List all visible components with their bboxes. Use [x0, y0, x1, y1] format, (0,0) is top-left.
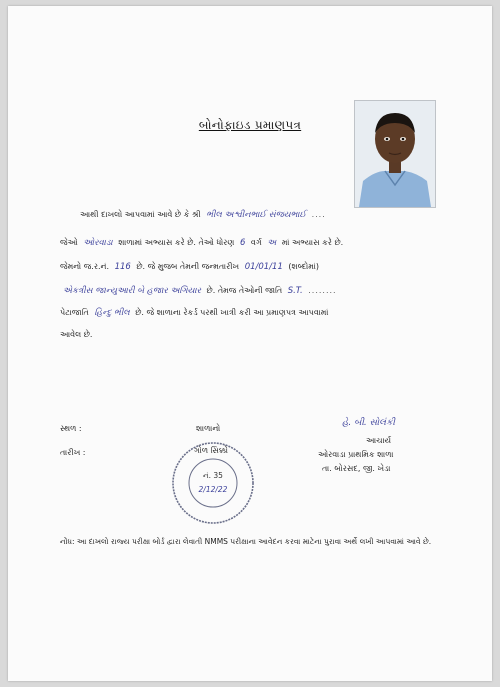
- dotted-fill: ....: [311, 210, 326, 219]
- seal-number: નં. 35: [203, 471, 223, 480]
- body-line-2: [60, 236, 343, 250]
- seal-date: 2/12/22: [198, 485, 228, 494]
- birth-date-words-field: એકત્રીસ જાન્યુઆરી બે હજાર અગિયાર: [63, 286, 201, 296]
- body-text: આવેલ છે.: [60, 330, 93, 339]
- body-line-5: [60, 306, 328, 320]
- body-text: વર્ગ: [250, 238, 262, 247]
- body-line-4: [60, 284, 337, 298]
- body-line-1: [80, 208, 326, 222]
- school-seal: [170, 440, 256, 526]
- school-name-field: ઓરવાડા: [83, 238, 113, 248]
- body-text: છે. તેમજ તેઓની જાતિ: [206, 286, 283, 295]
- caste-field: S.T.: [287, 286, 303, 296]
- body-line-6: [60, 328, 92, 342]
- body-text: (શબ્દોમાં): [288, 262, 320, 271]
- seal-label: ગોળ સિક્કો: [194, 446, 228, 455]
- school-address: તા. બોરસદ, જી. ખેડા: [322, 464, 391, 473]
- footnote: નોંધ: આ દાખલો રાજ્ય પરીક્ષા બોર્ડ દ્વારા લેવાતી NMMS પરીક્ષાના આવેદન કરવા માટેના પુરાવા અર્થે લખી આપવામાં આવે છે.: [60, 537, 432, 546]
- body-text: જેમનો જ.ર.નં.: [60, 262, 110, 271]
- date-label: તારીખ :: [60, 448, 86, 457]
- body-text: પેટાજાતિ: [60, 308, 89, 317]
- body-text: જેઓ: [60, 238, 78, 247]
- division-field: અ: [267, 238, 277, 248]
- school-stamp-label: શાળાનો: [196, 424, 221, 433]
- principal-title: આચાર્ય: [366, 436, 392, 445]
- certificate-title: બોનોફાઇડ પ્રમાણપત્ર: [198, 118, 302, 132]
- body-line-3: [60, 260, 319, 274]
- body-text: શાળામાં અભ્યાસ કરે છે. તેઓ ધોરણ: [118, 238, 235, 247]
- body-text: છે. જે મુજબ તેમની જન્મતારીખ: [136, 262, 240, 271]
- body-text: માં અભ્યાસ કરે છે.: [281, 238, 344, 247]
- body-text: છે. જે શાળાના રેકર્ડ પરથી ખાત્રી કરી આ પ્રમાણપત્ર આપવામાં: [135, 308, 329, 317]
- principal-signature: હે. બી. સોલંકી: [342, 418, 395, 428]
- gr-number-field: 116: [114, 262, 131, 272]
- student-name-field: ભીલ અશ્વીનભાઈ સંજયભાઈ: [206, 210, 307, 220]
- school-full-name: ઓરવાડા પ્રાથમિક શાળા: [318, 450, 394, 459]
- dotted-fill: ........: [308, 286, 337, 295]
- birth-date-field: 01/01/11: [244, 262, 283, 272]
- subcaste-field: હિન્દુ ભીલ: [94, 308, 130, 318]
- standard-field: 6: [239, 238, 246, 248]
- student-photo: [354, 100, 436, 208]
- body-text: આથી દાખલો આપવામાં આવે છે કે શ્રી: [80, 210, 201, 219]
- place-label: સ્થળ :: [60, 424, 82, 433]
